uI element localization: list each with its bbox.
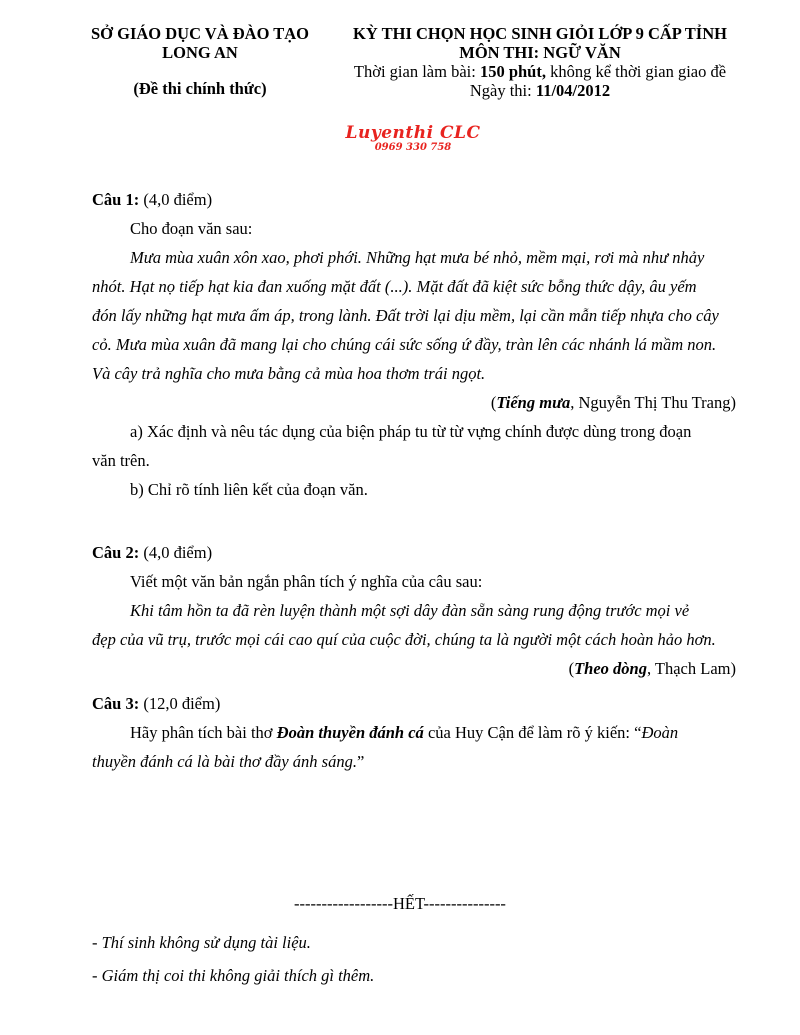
question-2-title (92, 543, 736, 563)
question-3-label: Câu 3: (92, 694, 140, 713)
source-author: , Thạch Lam) (646, 659, 736, 678)
passage-source (92, 388, 736, 417)
question-1-points: (4,0 điểm) (139, 190, 213, 209)
task-a-line: a) Xác định và nêu tác dụng của biện pháp tu từ từ vựng chính được dùng trong đoạn (130, 422, 692, 441)
question-3-points: (12,0 điểm) (139, 694, 221, 713)
question-3-quote: thuyền đánh cá là bài thơ đầy ánh sáng. (92, 752, 357, 771)
exam-subject: MÔN THI: NGỮ VĂN (459, 43, 621, 62)
question-3-text: Hãy phân tích bài thơ (130, 723, 277, 742)
question-1 (92, 190, 736, 504)
time-note: không kể thời gian giao đề (545, 62, 727, 81)
end-mark: ------------------HẾT--------------- (294, 894, 506, 913)
source-open: ( (490, 393, 497, 412)
question-3-quote: Đoàn (641, 723, 679, 742)
exam-title: KỲ THI CHỌN HỌC SINH GIỎI LỚP 9 CẤP TỈNH (353, 24, 727, 43)
time-value: 150 phút, (479, 62, 546, 81)
question-3-text: của Huy Cận để làm rõ ý kiến: “ (423, 723, 642, 742)
question-2-label: Câu 2: (92, 543, 140, 562)
task-b: b) Chỉ rõ tính liên kết của đoạn văn. (130, 480, 368, 499)
passage-line: nhót. Hạt nọ tiếp hạt kia đan xuống mặt đất (...). Mặt đất đã kiệt sức bỗng thức dậy, âu yếm (92, 277, 697, 296)
org-name: SỞ GIÁO DỤC VÀ ĐÀO TẠO (90, 24, 310, 43)
question-3-line (92, 718, 736, 747)
time-label: Thời gian làm bài: (353, 62, 480, 81)
question-1-intro: Cho đoạn văn sau: (130, 219, 253, 238)
source-open: ( (568, 659, 575, 678)
source-title: Theo dòng (574, 659, 647, 678)
footer-note: - Thí sinh không sử dụng tài liệu. (92, 933, 311, 952)
logo-phone: 0969 330 758 (374, 142, 452, 153)
footer-notes (92, 926, 736, 992)
quote-line: đẹp của vũ trụ, trước mọi cái cao quí của cuộc đời, chúng ta là người một cách hoàn hảo hơn. (92, 630, 716, 649)
date-value: 11/04/2012 (535, 81, 611, 100)
quote-line: Khi tâm hồn ta đã rèn luyện thành một sợi dây đàn sẵn sàng rung động trước mọi vẻ (130, 601, 690, 620)
passage-line: Và cây trả nghĩa cho mưa bằng cả mùa hoa thơm trái ngọt. (92, 364, 486, 383)
question-2-intro: Viết một văn bản ngắn phân tích ý nghĩa của câu sau: (130, 572, 483, 591)
task-a-line: văn trên. (92, 451, 150, 470)
exam-date (340, 81, 740, 100)
question-1-label: Câu 1: (92, 190, 140, 209)
org-province: LONG AN (162, 43, 238, 62)
watermark-logo (343, 124, 483, 153)
question-3 (92, 694, 736, 776)
exam-time (340, 62, 740, 81)
question-1-title (92, 190, 736, 210)
source-author: , Nguyễn Thị Thu Trang) (570, 393, 736, 412)
question-2 (92, 543, 736, 683)
passage-line: cỏ. Mưa mùa xuân đã mang lại cho chúng cái sức sống ứ đầy, tràn lên các nhánh lá mầm non. (92, 335, 717, 354)
question-3-line (92, 747, 736, 776)
header-organization (80, 24, 320, 98)
question-3-title (92, 694, 736, 714)
official-exam-label: (Đề thi chính thức) (133, 79, 267, 98)
passage-line: Mưa mùa xuân xôn xao, phơi phới. Những hạt mưa bé nhỏ, mềm mại, rơi mà như nhảy (130, 248, 705, 267)
poem-title: Đoàn thuyền đánh cá (276, 723, 424, 742)
logo-brand: Luyenthi CLC (345, 123, 481, 143)
header-exam-info (340, 24, 740, 100)
source-title: Tiếng mưa (496, 393, 571, 412)
footer-note: - Giám thị coi thi không giải thích gì thêm. (92, 966, 375, 985)
question-3-quote-close: ” (356, 752, 365, 771)
quote-source (92, 654, 736, 683)
date-label: Ngày thi: (469, 81, 536, 100)
passage-line: đón lấy những hạt mưa ấm áp, trong lành. Đất trời lại dịu mềm, lại cần mẫn tiếp nhựa cho cây (92, 306, 719, 325)
question-2-points: (4,0 điểm) (139, 543, 213, 562)
